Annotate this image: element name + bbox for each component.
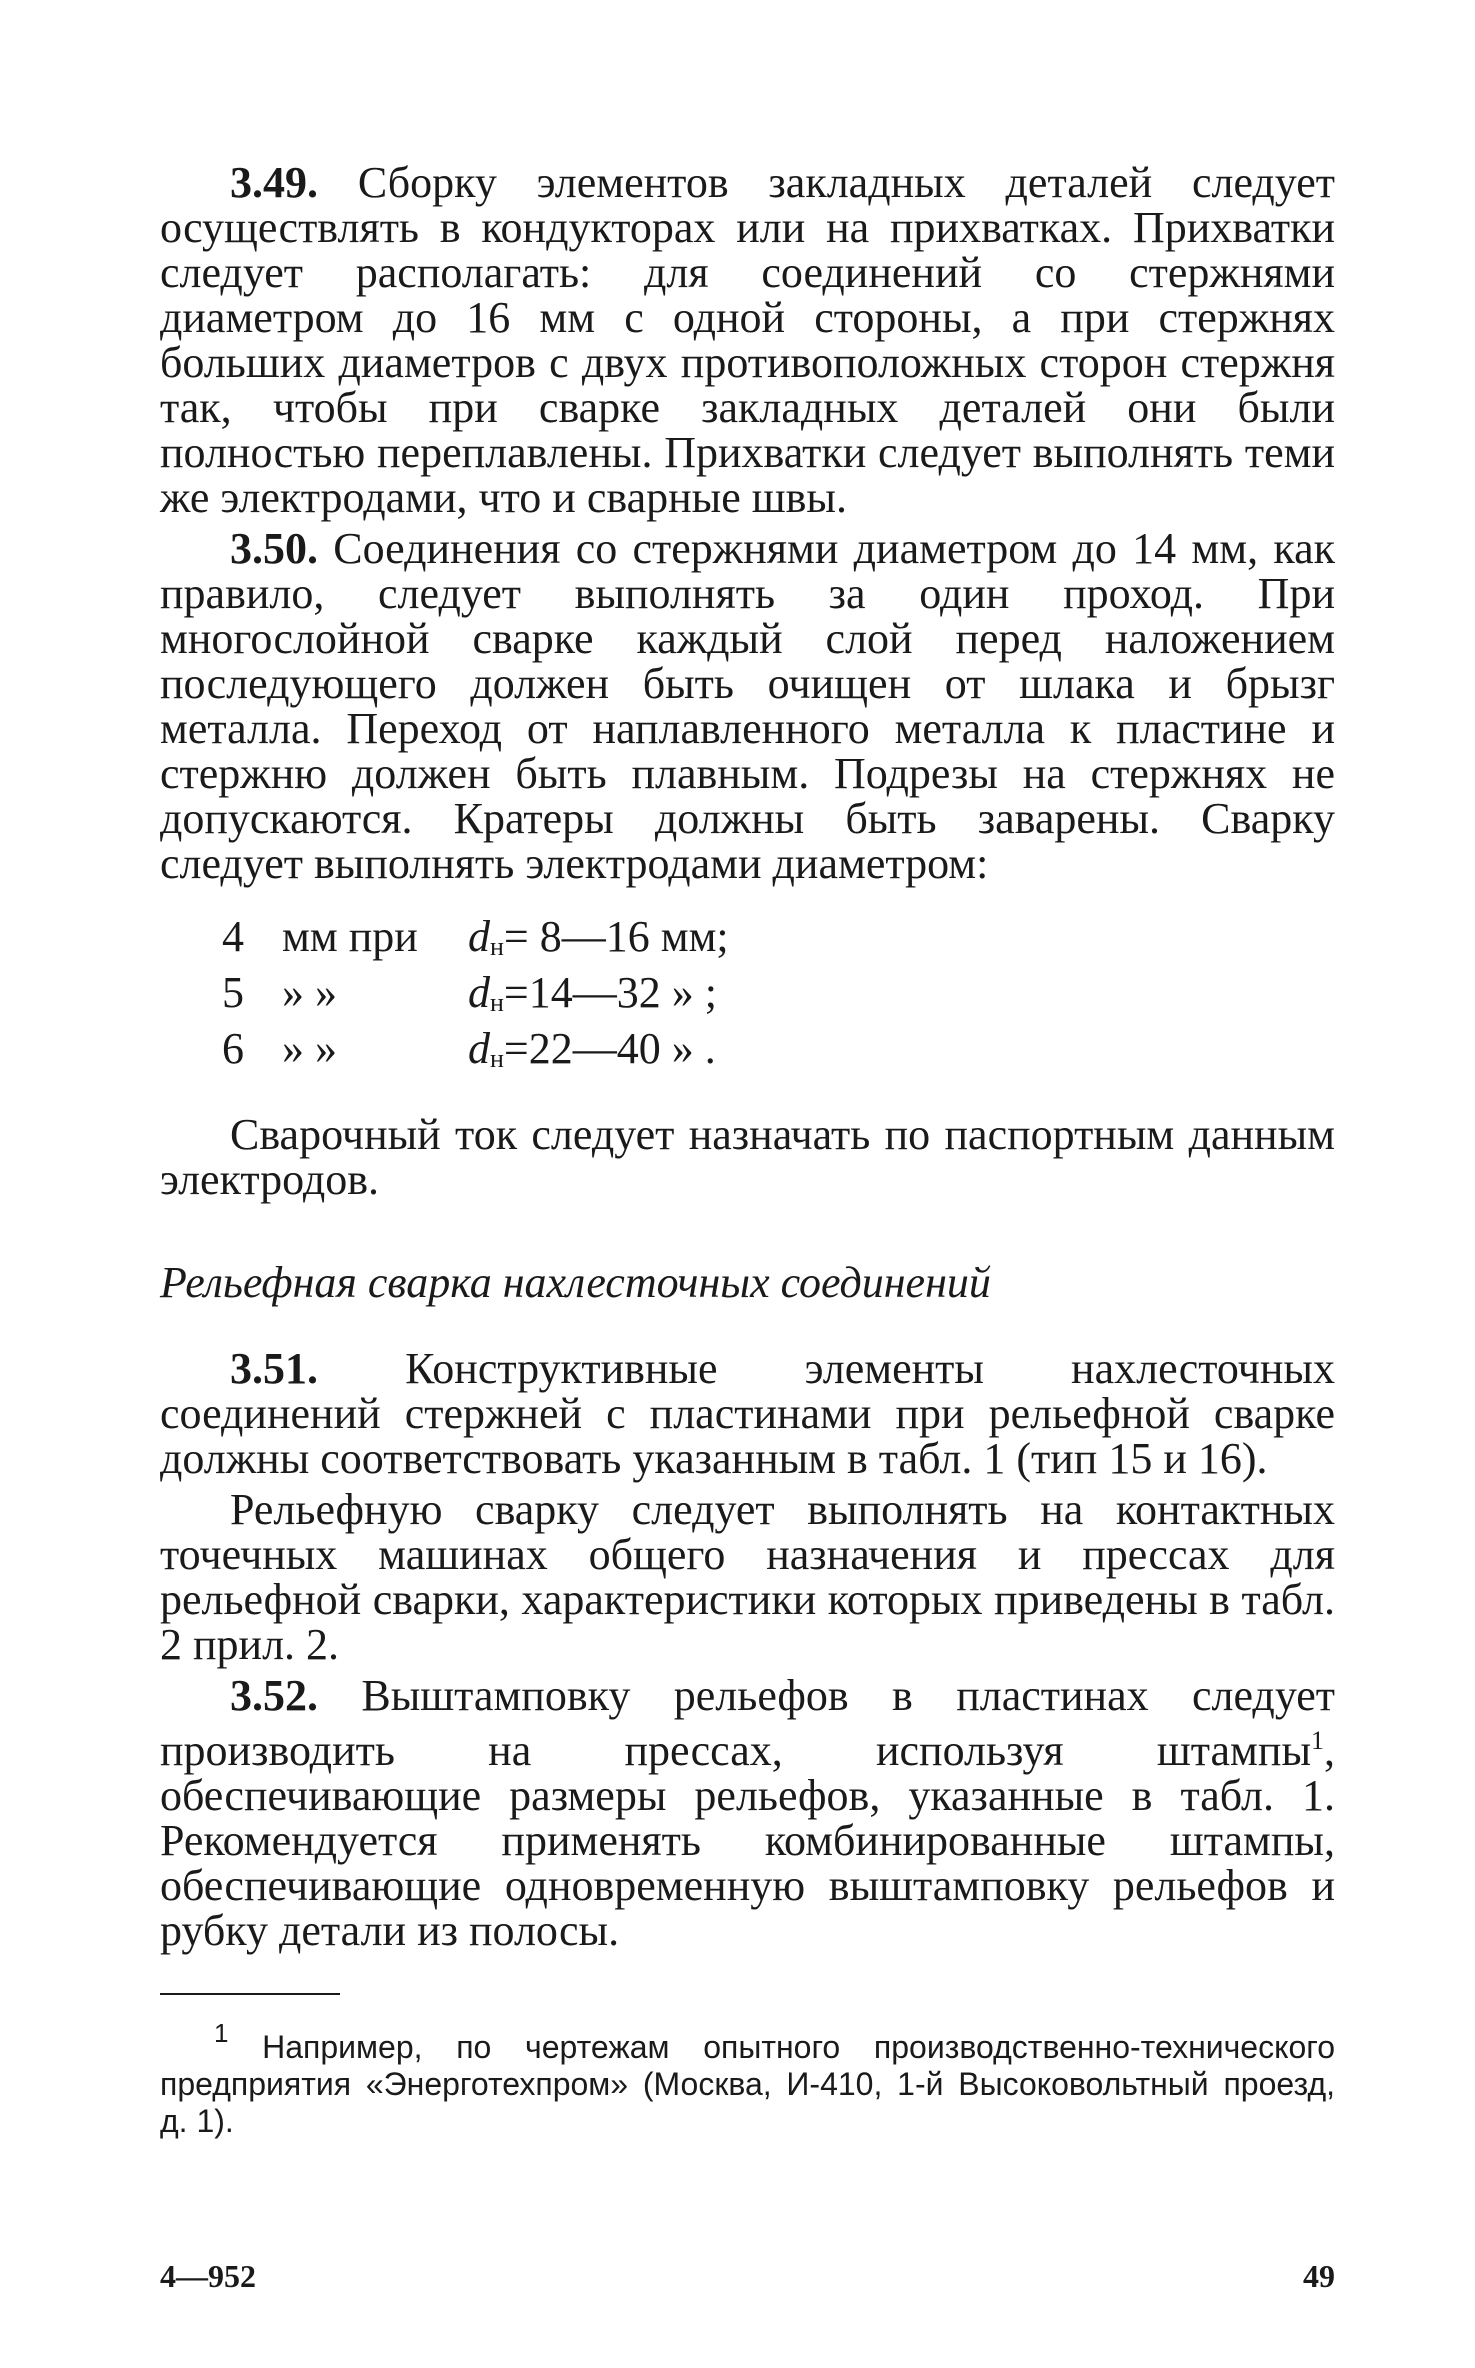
- formula-row: [222, 1026, 1335, 1082]
- diameter-range: dн= 8—16 мм;: [468, 912, 729, 961]
- ditto-marks: » »: [282, 1024, 337, 1073]
- paragraph-3-52: [160, 1673, 1335, 1953]
- electrode-size: 4: [222, 912, 244, 961]
- clause-text: , обеспечивающие размеры рельефов, указанные в табл. 1. Рекомендуется применять комбинированные штампы, обеспечивающие одновременную выштамповку рельефов и рубку детали из полосы.: [160, 1726, 1335, 1955]
- welding-current-note: Сварочный ток следует назначать по паспортным данным электродов.: [160, 1110, 1335, 1204]
- diameter-range: dн=22—40 » .: [468, 1024, 716, 1073]
- clause-number: 3.52.: [230, 1671, 318, 1720]
- unit-label: мм при: [282, 912, 418, 961]
- clause-text: Выштамповку рельефов в пластинах следует производить на прессах, используя штампы: [160, 1671, 1335, 1775]
- footnote-text: Например, по чертежам опытного производственно-технического предприятия «Энерготехпром» (Москва, И-410, 1-й Высоковольтный проезд, д. 1).: [160, 2029, 1335, 2139]
- page-footer: [160, 2258, 1335, 2295]
- clause-text: Конструктивные элементы нахлесточных соединений стержней с пластинами при рельефной сварке должны соответствовать указанным в табл. 1 (тип 15 и 16).: [160, 1344, 1335, 1483]
- page-number: 49: [1303, 2258, 1335, 2294]
- formula-row: [222, 914, 1335, 970]
- clause-number: 3.50.: [230, 524, 318, 573]
- clause-text: Сборку элементов закладных деталей следует осуществлять в кондукторах или на прихватках. Прихватки следует располагать: для соединений со стержнями диаметром до 16 мм с одной стороны, а при стержнях больших диаметров с двух противоположных сторон стержня так, чтобы при сварке закладных деталей они были полностью переплавлены. Прихватки следует выполнять теми же электродами, что и сварные швы.: [160, 158, 1335, 522]
- clause-number: 3.49.: [230, 158, 318, 207]
- clause-number: 3.51.: [230, 1344, 318, 1393]
- signature-mark: 4—952: [160, 2258, 256, 2294]
- paragraph-3-51: [160, 1346, 1335, 1481]
- paragraph-3-50: [160, 526, 1335, 886]
- clause-text: Соединения со стержнями диаметром до 14 мм, как правило, следует выполнять за один проход. При многослойной сварке каждый слой перед наложением последующего должен быть очищен от шлака и брызг металла. Переход от наплавленного металла к пластине и стержню должен быть плавным. Подрезы на стержнях не допускаются. Кратеры должны быть заварены. Сварку следует выполнять электродами диаметром:: [160, 524, 1335, 888]
- page-body: [160, 160, 1335, 2140]
- paragraph-3-49: [160, 160, 1335, 520]
- electrode-size: 5: [222, 968, 244, 1017]
- footnote-separator: [160, 1993, 340, 1995]
- footnote-marker[interactable]: 1: [1311, 1726, 1324, 1755]
- electrode-size: 6: [222, 1024, 244, 1073]
- formula-row: [222, 970, 1335, 1026]
- paragraph-3-51-continued: Рельефную сварку следует выполнять на контактных точечных машинах общего назначения и прессах для рельефной сварки, характеристики которых приведены в табл. 2 прил. 2.: [160, 1485, 1335, 1669]
- footnote-number: 1: [214, 2018, 229, 2048]
- ditto-marks: » »: [282, 968, 337, 1017]
- electrode-diameter-list: [222, 914, 1335, 1082]
- section-heading: Рельефная сварка нахлесточных соединений: [160, 1258, 991, 1307]
- footnote: [160, 2015, 1335, 2140]
- diameter-range: dн=14—32 » ;: [468, 968, 717, 1017]
